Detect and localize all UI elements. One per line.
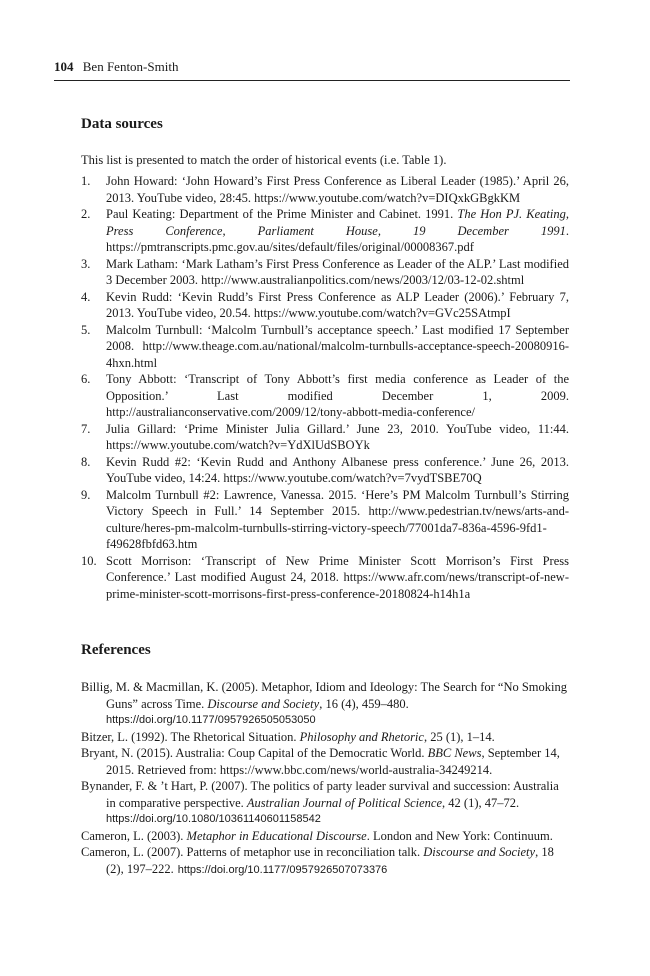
reference-item: Bynander, F. & ’t Hart, P. (2007). The politics of party leader survival and succession: Australia in comparative perspective. Australian Journal of Political Science, 42 (1), 47–72. https://doi.org/10.1080/10361140601158542 [81,778,569,828]
header-rule [54,80,570,81]
reference-item: Bryant, N. (2015). Australia: Coup Capital of the Democratic World. BBC News, September 14, 2015. Retrieved from: https://www.bbc.com/news/world-australia-34249214. [81,746,560,777]
reference-item: Billig, M. & Macmillan, K. (2005). Metaphor, Idiom and Ideology: The Search for “No Smoking Guns” across Time. Discourse and Society, 16 (4), 459–480. https://doi.org/10.1177/0957926505053050 [81,679,569,729]
reference-item: Bitzer, L. (1992). The Rhetorical Situation. Philosophy and Rhetoric, 25 (1), 1–14. [81,729,495,744]
page-number: 104 [54,59,74,74]
source-item: 8. Kevin Rudd #2: ‘Kevin Rudd and Anthony Albanese press conference.’ June 26, 2013. YouTube video, 14:24. https://www.youtube.com/watch?v=7vydTSBE70Q [81,454,569,485]
source-item: 3. Mark Latham: ‘Mark Latham’s First Press Conference as Leader of the ALP.’ Last modified 3 December 2003. http://www.australianpolitics.com/news/2003/12/03-12-02.shtml [81,256,569,287]
source-item: 4. Kevin Rudd: ‘Kevin Rudd’s First Press Conference as ALP Leader (2006).’ February 7, 2013. YouTube video, 20.54. https://www.youtube.com/watch?v=GVc25SAtmpI [81,289,569,320]
data-sources-heading: Data sources [81,116,163,132]
source-item: 5. Malcolm Turnbull: ‘Malcolm Turnbull’s acceptance speech.’ Last modified 17 September 2008. http://www.theage.com.au/national/malcolm-turnbulls-acceptance-speech-20080916-4hxn.html [81,322,569,370]
source-item: 2. Paul Keating: Department of the Prime Minister and Cabinet. 1991. The Hon PJ. Keating, Press Conference, Parliament House, 19 December 1991. https://pmtranscripts.pmc.gov.au/sites/default/files/original/00008367.pdf [81,207,569,254]
data-sources-intro: This list is presented to match the order of historical events (i.e. Table 1). [81,153,447,167]
references-heading: References [81,642,151,658]
source-item: 1. John Howard: ‘John Howard’s First Press Conference as Liberal Leader (1985).’ April 26, 2013. YouTube video, 28:45. https://www.youtube.com/watch?v=DIQxkGBgkKM [81,174,569,205]
running-header [54,59,570,75]
data-sources-list [81,173,569,602]
source-item: 6. Tony Abbott: ‘Transcript of Tony Abbott’s first media conference as Leader of the Opposition.’ Last modified December 1, 2009. http://australianconservative.com/2009/12/tony-abbott-media-conference/ [81,372,569,419]
reference-item: Cameron, L. (2003). Metaphor in Educational Discourse. London and New York: Continuum. [81,828,553,843]
doi-link[interactable]: https://doi.org/10.1177/0957926505053050 [106,714,316,726]
source-item: 7. Julia Gillard: ‘Prime Minister Julia Gillard.’ June 23, 2010. YouTube video, 11:44. https://www.youtube.com/watch?v=YdXlUdSBOYk [81,421,569,452]
doi-link[interactable]: https://doi.org/10.1080/10361140601158542 [106,813,321,825]
source-item: 10. Scott Morrison: ‘Transcript of New Prime Minister Scott Morrison’s First Press Conference.’ Last modified August 24, 2018. https://www.afr.com/news/transcript-of-new-prime-minister-scott-morrisons-first-press-conference-20180824-h14h1a [81,553,569,601]
running-head-author: Ben Fenton-Smith [82,59,179,74]
reference-item: Cameron, L. (2007). Patterns of metaphor use in reconciliation talk. Discourse and Society, 18 (2), 197–222. https://doi.org/10.1177/0957926507073376 [81,845,554,876]
doi-link[interactable]: https://doi.org/10.1177/0957926507073376 [177,863,388,876]
source-item: 9. Malcolm Turnbull #2: Lawrence, Vanessa. 2015. ‘Here’s PM Malcolm Turnbull’s Stirring Victory Speech in Full.’ 14 September 2015. http://www.pedestrian.tv/news/arts-and-culture/heres-pm-malcolm-turnbulls-stirring-victory-speech/77001da7-836a-4596-9fd1-f49628fbfd63.htm [81,487,569,551]
references-list [81,679,569,878]
